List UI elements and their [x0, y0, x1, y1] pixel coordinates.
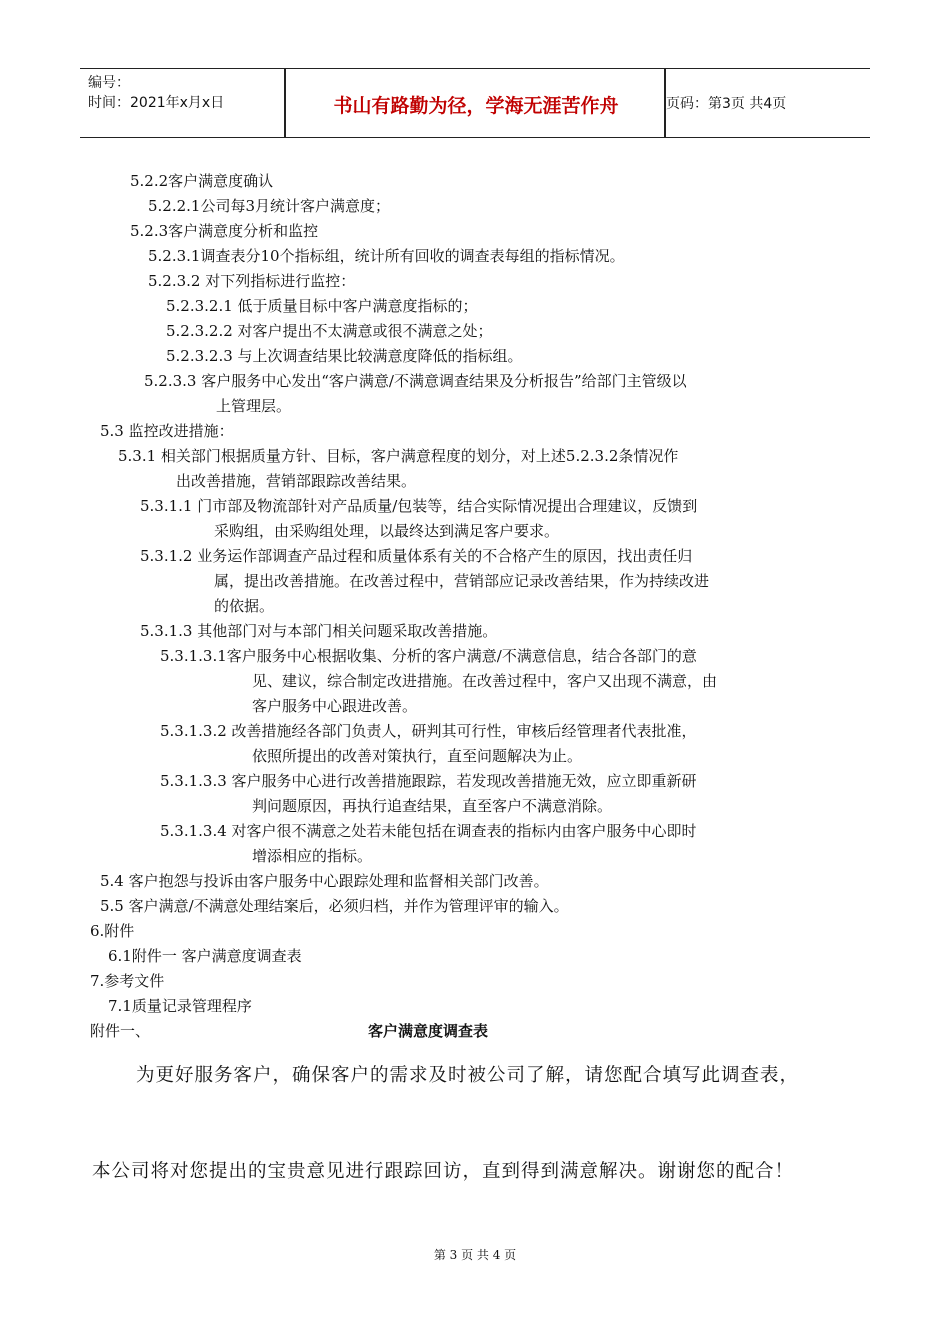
text-line: 的依据。 — [214, 597, 275, 615]
text-line: 增添相应的指标。 — [252, 847, 373, 865]
text-line: 5.5 客户满意/不满意处理结案后，必须归档，并作为管理评审的输入。 — [100, 897, 569, 915]
text-line: 5.3.1.3.3 客户服务中心进行改善措施跟踪，若发现改善措施无效，应立即重新研 — [160, 772, 697, 790]
text-line: 出改善措施，营销部跟踪改善结果。 — [176, 472, 417, 490]
text-line: 上管理层。 — [216, 397, 292, 415]
text-line: 5.2.3.2.3 与上次调查结果比较满意度降低的指标组。 — [166, 347, 523, 365]
text-line: 5.3.1.3 其他部门对与本部门相关问题采取改善措施。 — [140, 622, 498, 640]
text-line: 6.附件 — [90, 922, 135, 940]
text-line: 客户服务中心跟进改善。 — [252, 697, 418, 715]
text-line: 5.4 客户抱怨与投诉由客户服务中心跟踪处理和监督相关部门改善。 — [100, 872, 549, 890]
intro-line-1: 为更好服务客户，确保客户的需求及时被公司了解，请您配合填写此调查表， — [136, 1065, 800, 1086]
page-header — [80, 68, 870, 138]
text-line: 5.2.2.1公司每3月统计客户满意度； — [148, 197, 391, 215]
text-line: 5.2.3.2.1 低于质量目标中客户满意度指标的； — [166, 297, 478, 315]
text-line: 5.3.1.3.1客户服务中心根据收集、分析的客户满意/不满意信息，结合各部门的意 — [160, 647, 697, 665]
doc-date-label: 时间：2021年x月x日 — [88, 95, 225, 111]
header-page-number: 页码：第3页 共4页 — [666, 96, 787, 112]
text-line: 依照所提出的改善对策执行，直至问题解决为止。 — [252, 747, 583, 765]
text-line: 5.3.1.2 业务运作部调查产品过程和质量体系有关的不合格产生的原因，找出责任归 — [140, 547, 693, 565]
text-line: 5.2.3.2.2 对客户提出不太满意或很不满意之处； — [166, 322, 493, 340]
text-line: 5.2.2客户满意度确认 — [130, 172, 274, 190]
attachment-label: 附件一、 — [90, 1022, 151, 1040]
text-line: 6.1附件一 客户满意度调查表 — [108, 947, 302, 965]
text-line: 判问题原因，再执行追查结果，直至客户不满意消除。 — [252, 797, 613, 815]
text-line: 5.3.1.3.4 对客户很不满意之处若未能包括在调查表的指标内由客户服务中心即时 — [160, 822, 697, 840]
text-line: 属，提出改善措施。在改善过程中，营销部应记录改善结果，作为持续改进 — [214, 572, 710, 590]
header-motto: 书山有路勤为径，学海无涯苦作舟 — [333, 95, 619, 117]
text-line: 5.3.1 相关部门根据质量方针、目标，客户满意程度的划分，对上述5.2.3.2条情况作 — [118, 447, 679, 465]
text-line: 5.2.3.2 对下列指标进行监控： — [148, 272, 356, 290]
attachment-title: 客户满意度调查表 — [368, 1022, 489, 1040]
text-line: 5.2.3.1调查表分10个指标组，统计所有回收的调查表每组的指标情况。 — [148, 247, 625, 265]
page-footer: 第 3 页 共 4 页 — [433, 1248, 517, 1262]
text-line: 5.2.3客户满意度分析和监控 — [130, 222, 319, 240]
intro-line-2: 本公司将对您提出的宝贵意见进行跟踪回访，直到得到满意解决。谢谢您的配合！ — [92, 1161, 795, 1182]
text-line: 7.1质量记录管理程序 — [108, 997, 252, 1015]
text-line: 5.3.1.3.2 改善措施经各部门负责人，研判其可行性，审核后经管理者代表批准， — [160, 722, 697, 740]
text-line: 7.参考文件 — [90, 972, 165, 990]
text-line: 5.3.1.1 门市部及物流部针对产品质量/包装等，结合实际情况提出合理建议，反馈到 — [140, 497, 698, 515]
text-line: 5.3 监控改进措施： — [100, 422, 234, 440]
text-line: 见、建议，综合制定改进措施。在改善过程中，客户又出现不满意，由 — [252, 672, 718, 690]
text-line: 采购组，由采购组处理，以最终达到满足客户要求。 — [214, 522, 560, 540]
doc-number-label: 编号： — [88, 75, 130, 91]
header-meta — [88, 73, 224, 113]
text-line: 5.2.3.3 客户服务中心发出“客户满意/不满意调查结果及分析报告”给部门主管级以 — [144, 372, 687, 390]
